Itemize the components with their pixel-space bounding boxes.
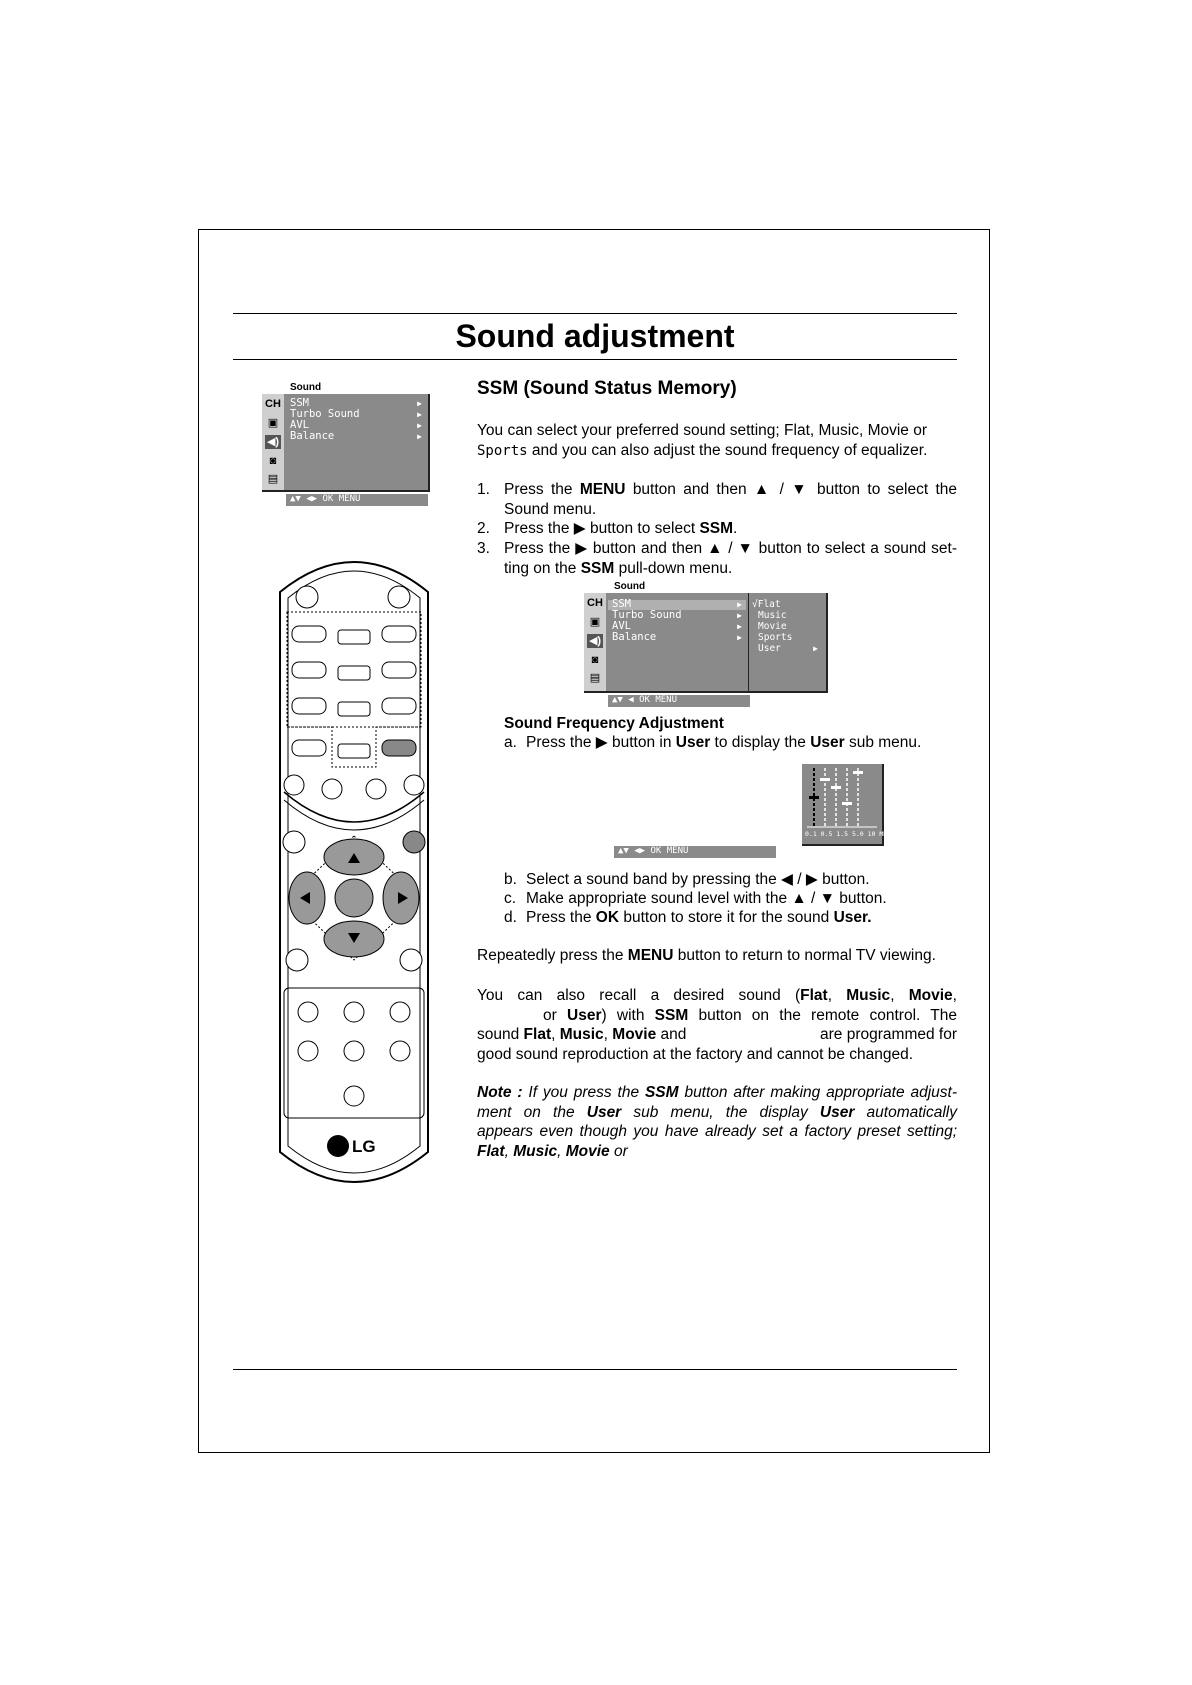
channel-icon: CH — [265, 398, 281, 410]
menu-large-nav-bar: ▲▼ ◀ OK MENU — [608, 695, 750, 707]
channel-icon: CH — [587, 597, 603, 609]
key-1[interactable] — [292, 626, 326, 642]
key-6[interactable] — [382, 662, 416, 678]
key-0[interactable] — [338, 744, 370, 758]
submenu-user[interactable]: User ▶ — [758, 643, 818, 654]
menu-small — [262, 394, 430, 492]
equalizer-panel — [802, 764, 892, 846]
ssm-submenu — [752, 599, 822, 654]
key-9[interactable] — [382, 698, 416, 714]
page-title: Sound adjustment — [455, 318, 735, 354]
step-2: 2. Press the ▶ button to select SSM. — [477, 520, 738, 537]
remote-logo: LG — [352, 1137, 376, 1156]
power-button[interactable] — [296, 586, 318, 608]
equalizer-band-labels: 0.1 0.5 1.5 5.0 10 MHz — [805, 830, 892, 838]
menu-large-label: Sound — [614, 581, 646, 592]
key-5[interactable] — [338, 666, 370, 680]
speaker-icon: ◀) — [266, 436, 280, 448]
speaker-icon: ◀) — [588, 635, 602, 647]
time-icon: ◙ — [591, 654, 599, 666]
menu-item-avl[interactable]: AVL ▶ — [290, 419, 422, 431]
section-heading: SSM (Sound Status Memory) — [477, 378, 737, 399]
key-7[interactable] — [292, 698, 326, 714]
intro-paragraph: You can select your preferred sound setting; Flat, Music, Movie or Sports and you can also adjust the sound frequency of equalizer. — [477, 422, 928, 459]
ok-button[interactable] — [335, 879, 373, 917]
menu-small-items — [290, 398, 426, 442]
exit-button[interactable] — [403, 831, 425, 853]
menu-large-items — [612, 599, 746, 643]
sub-step-d: d. Press the OK button to store it for the sound User. — [504, 909, 872, 926]
bottom-rule — [233, 1369, 957, 1370]
submenu-music[interactable]: Music — [758, 610, 787, 621]
lock-icon: ▤ — [267, 473, 279, 485]
submenu-flat[interactable]: √Flat — [752, 599, 781, 610]
key-4[interactable] — [292, 662, 326, 678]
menu-item-turbo-sound[interactable]: Turbo Sound ▶ — [290, 408, 422, 420]
submenu-sports[interactable]: Sports — [758, 632, 793, 643]
ssm-button[interactable] — [344, 1041, 364, 1061]
equalizer-nav-bar: ▲▼ ◀▶ OK MENU — [614, 846, 776, 858]
recall-paragraph: You can also recall a desired sound (Flat, Music, Movie, or User) with SSM button on the remote control. The sound Flat, Music, Movie and are programmed for good sound reproduction at the factory and cannot be changed. — [477, 987, 957, 1063]
title-rule — [233, 359, 957, 360]
menu-small-label: Sound — [290, 382, 322, 393]
lock-icon: ▤ — [589, 672, 601, 684]
menu-large — [584, 593, 828, 693]
key-2[interactable] — [338, 630, 370, 644]
key-8[interactable] — [338, 702, 370, 716]
menu-item-balance[interactable]: Balance ▶ — [290, 430, 422, 442]
step-3: 3. Press the ▶ button and then ▲ / ▼ button to select a sound set- ting on the SSM pull-down menu. — [477, 540, 957, 577]
mute-button[interactable] — [388, 586, 410, 608]
menu-item-balance[interactable]: Balance ▶ — [612, 631, 742, 643]
menu-small-nav-bar: ▲▼ ◀▶ OK MENU — [286, 494, 428, 506]
menu-item-turbo-sound[interactable]: Turbo Sound ▶ — [612, 609, 742, 621]
menu-small-icons — [262, 394, 284, 490]
lg-logo-icon — [327, 1135, 349, 1157]
sub-step-b: b. Select a sound band by pressing the ◀ / ▶ button. — [504, 871, 870, 888]
remote-control — [268, 552, 440, 1192]
top-rule — [233, 313, 957, 314]
freq-heading: Sound Frequency Adjustment — [504, 715, 724, 732]
step-1: 1. Press the MENU button and then ▲ / ▼ button to select the Sound menu. — [477, 481, 958, 518]
key-3[interactable] — [382, 626, 416, 642]
sub-step-a: a. Press the ▶ button in User to display the User sub menu. — [504, 734, 922, 751]
submenu-movie[interactable]: Movie — [758, 621, 787, 632]
menu-item-ssm[interactable]: SSM ▶ — [290, 397, 422, 409]
menu-item-ssm[interactable]: SSM ▶ — [612, 598, 742, 610]
picture-icon: ▣ — [267, 417, 279, 429]
time-icon: ◙ — [269, 455, 277, 467]
picture-icon: ▣ — [589, 616, 601, 628]
return-paragraph: Repeatedly press the MENU button to return to normal TV viewing. — [477, 947, 936, 964]
key-list[interactable] — [292, 740, 326, 756]
menu-button[interactable] — [283, 831, 305, 853]
key-q-view[interactable] — [382, 740, 416, 756]
sub-step-c: c. Make appropriate sound level with the ▲ / ▼ button. — [504, 890, 887, 907]
menu-item-avl[interactable]: AVL ▶ — [612, 620, 742, 632]
note-paragraph: Note : If you press the SSM button after making appropriate adjust- ment on the User sub menu, the display User automatically appears even though you have already set a factory preset setting; Flat, Music, Movie or — [477, 1084, 957, 1160]
